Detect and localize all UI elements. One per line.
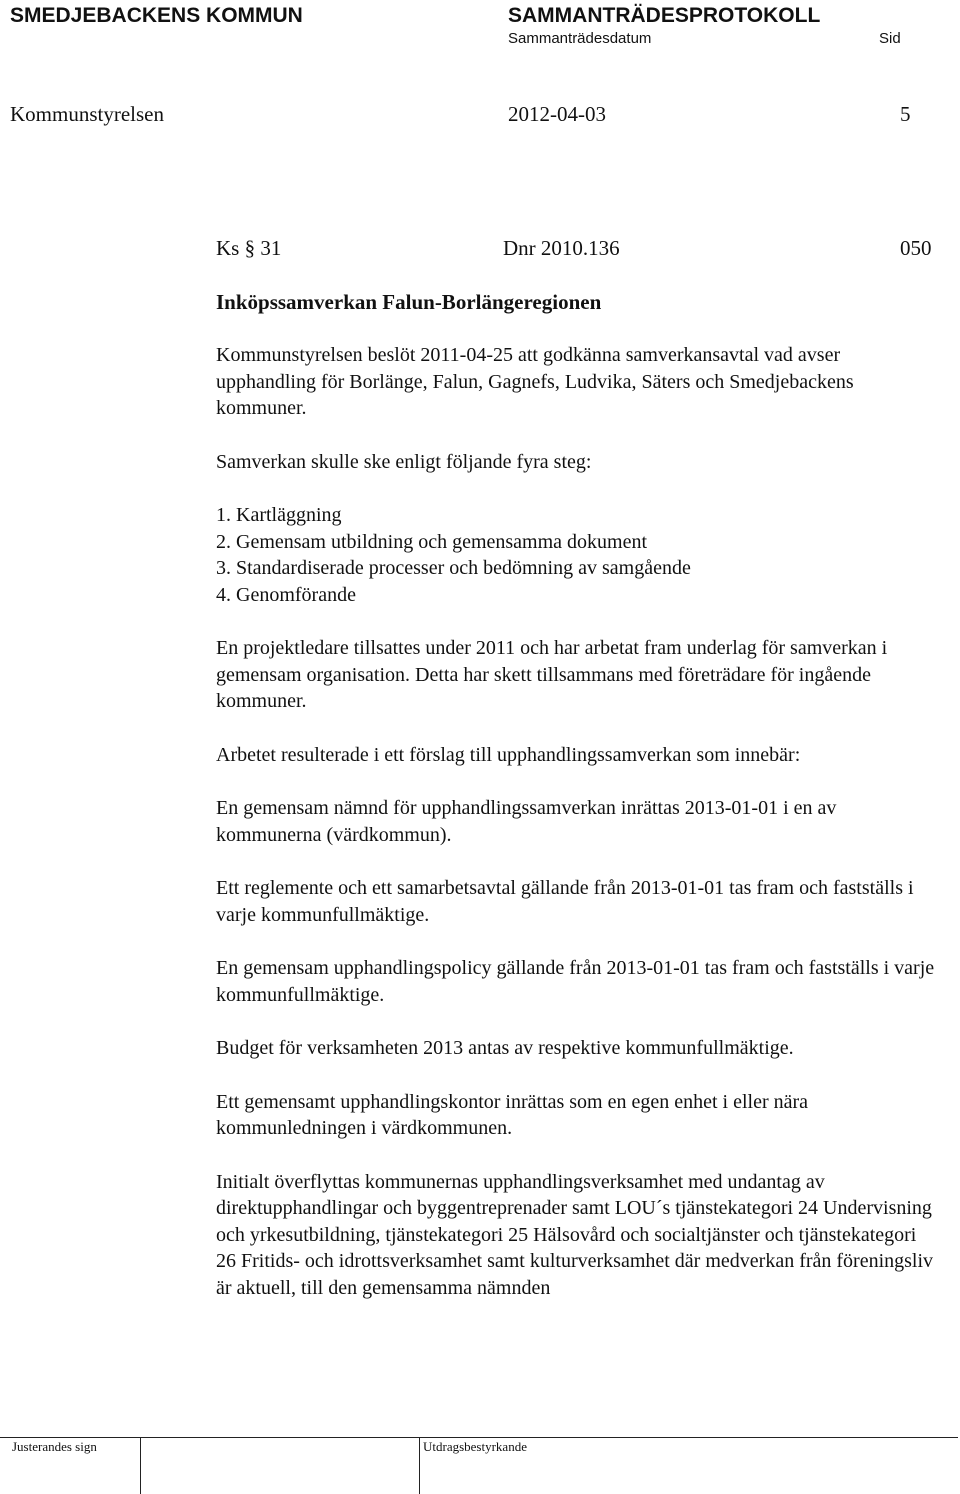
paragraph: En gemensam nämnd för upphandlingssamverkan inrättas 2013-01-01 i en av kommunerna (värdkommun). [216, 797, 837, 846]
paragraph: Ett gemensamt upphandlingskontor inrättas som en egen enhet i eller nära kommunledningen i värdkommunen. [216, 1090, 809, 1139]
section-title: Inköpssamverkan Falun-Borlängeregionen [216, 290, 602, 314]
paragraph: Kommunstyrelsen beslöt 2011-04-25 att godkänna samverkansavtal vad avser upphandling för Borlänge, Falun, Gagnefs, Ludvika, Säters och Smedjebackens kommuner. [216, 344, 854, 419]
case-paragraph-number: Ks § 31 [216, 236, 282, 260]
document-type: SAMMANTRÄDESPROTOKOLL [508, 4, 821, 27]
certification-label: Utdragsbestyrkande [423, 1439, 527, 1454]
list-item: 1. Kartläggning [216, 504, 342, 526]
page-label: Sid [879, 30, 901, 47]
meeting-date-label: Sammanträdesdatum [508, 30, 652, 47]
paragraph: En gemensam upphandlingspolicy gällande från 2013-01-01 tas fram och fastställs i varje kommunfullmäktige. [216, 957, 935, 1006]
paragraph: En projektledare tillsattes under 2011 och har arbetat fram underlag för samverkan i gemensam organisation. Detta har skett tillsammans med företrädare för ingående kommuner. [216, 637, 888, 712]
steps-list [216, 502, 936, 608]
case-registration-number: Dnr 2010.136 [503, 236, 620, 260]
list-item: 3. Standardiserade processer och bedömning av samgående [216, 557, 691, 579]
list-item: 4. Genomförande [216, 583, 356, 606]
meeting-date: 2012-04-03 [508, 102, 606, 126]
signature-label: Justerandes sign [12, 1439, 97, 1454]
footer-column-divider [140, 1437, 141, 1494]
organization-name: SMEDJEBACKENS KOMMUN [10, 4, 303, 27]
footer-column-divider [419, 1437, 420, 1494]
committee-name: Kommunstyrelsen [10, 102, 164, 126]
list-item: 2. Gemensam utbildning och gemensamma dokument [216, 530, 648, 553]
page-number: 5 [900, 102, 911, 126]
footer-divider [0, 1437, 958, 1438]
paragraph: Arbetet resulterade i ett förslag till upphandlingssamverkan som innebär: [216, 743, 801, 766]
paragraph: Samverkan skulle ske enligt följande fyra steg: [216, 450, 592, 473]
paragraph: Ett reglemente och ett samarbetsavtal gällande från 2013-01-01 tas fram och fastställs i varje kommunfullmäktige. [216, 877, 914, 926]
paragraph: Budget för verksamheten 2013 antas av respektive kommunfullmäktige. [216, 1037, 794, 1059]
paragraph: Initialt överflyttas kommunernas upphandlingsverksamhet med undantag av direktupphandlingar och byggentreprenader samt LOU´s tjänstekategori 24 Undervisning och yrkesutbildning, tjänstekategori 25 Hälsovård och socialtjänster och tjänstekategori 26 Fritids- och idrottsverksamhet samt kulturverksamhet där medverkan från föreningsliv är aktuell, till den gemensamma nämnden [216, 1170, 934, 1299]
document-body [216, 342, 936, 1328]
case-classification-code: 050 [900, 236, 932, 260]
